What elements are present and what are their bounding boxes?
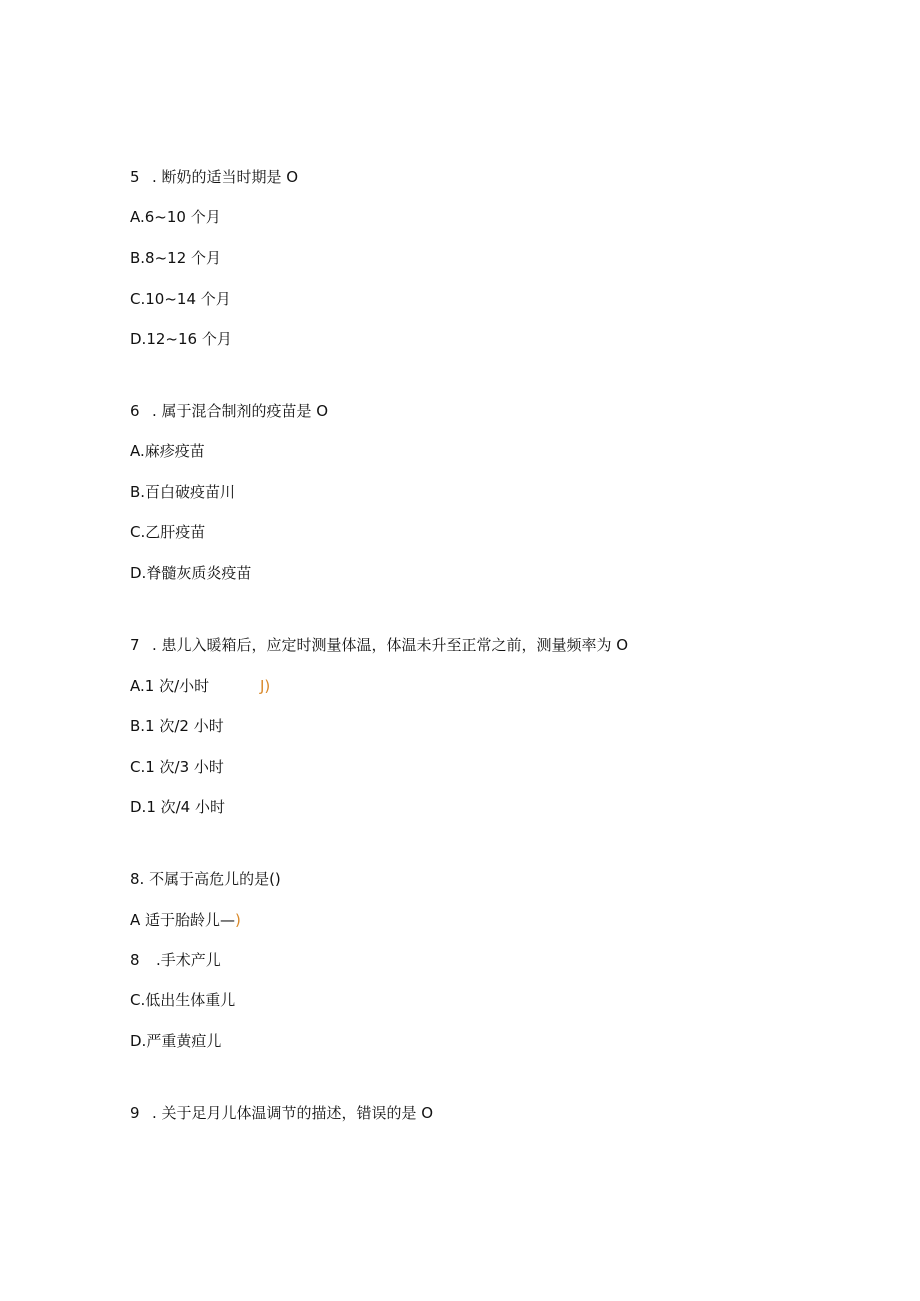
question-8-option-d: D.严重黄疸儿: [130, 1032, 222, 1050]
question-number: 5: [130, 168, 140, 186]
question-8-option-b: [130, 950, 221, 970]
question-7-option-c: C.1 次/3 小时: [130, 758, 224, 776]
question-text: . 属于混合制剂的疫苗是 O: [152, 402, 329, 420]
option-text: .手术产儿: [156, 951, 221, 969]
question-8-stem: 8. 不属于高危儿的是(): [130, 870, 281, 888]
question-7-stem: [130, 635, 628, 655]
question-6-option-a: A.麻疹疫苗: [130, 442, 205, 460]
question-number: 6: [130, 402, 140, 420]
question-6-option-d: D.脊髓灰质炎疫苗: [130, 564, 252, 582]
question-text: . 关于足月儿体温调节的描述，错误的是 O: [152, 1104, 434, 1122]
question-9-stem: [130, 1103, 433, 1123]
question-5-option-a: A.6~10 个月: [130, 208, 221, 226]
handwritten-mark: ): [235, 911, 241, 929]
option-number: 8: [130, 951, 140, 969]
question-7-option-d: D.1 次/4 小时: [130, 798, 225, 816]
question-text: . 患儿入暖箱后，应定时测量体温，体温未升至正常之前，测量频率为 O: [152, 636, 629, 654]
question-5-option-b: B.8~12 个月: [130, 249, 222, 267]
question-5-option-c: C.10~14 个月: [130, 290, 231, 308]
question-5-option-d: D.12~16 个月: [130, 330, 232, 348]
handwritten-margin-mark: J): [260, 677, 271, 695]
question-6-stem: [130, 401, 328, 421]
question-text: . 断奶的适当时期是 O: [152, 168, 299, 186]
question-number: 7: [130, 636, 140, 654]
question-7-option-b: B.1 次/2 小时: [130, 717, 224, 735]
question-8-option-a: [130, 910, 241, 930]
question-number: 9: [130, 1104, 140, 1122]
question-5-stem: [130, 167, 298, 187]
question-8-option-c: C.低出生体重儿: [130, 991, 236, 1009]
question-7-option-a: A.1 次/小时: [130, 677, 210, 695]
question-6-option-b: B.百白破疫苗川: [130, 483, 236, 501]
option-text: A 适于胎龄儿—: [130, 911, 236, 929]
question-6-option-c: C.乙肝疫苗: [130, 523, 206, 541]
